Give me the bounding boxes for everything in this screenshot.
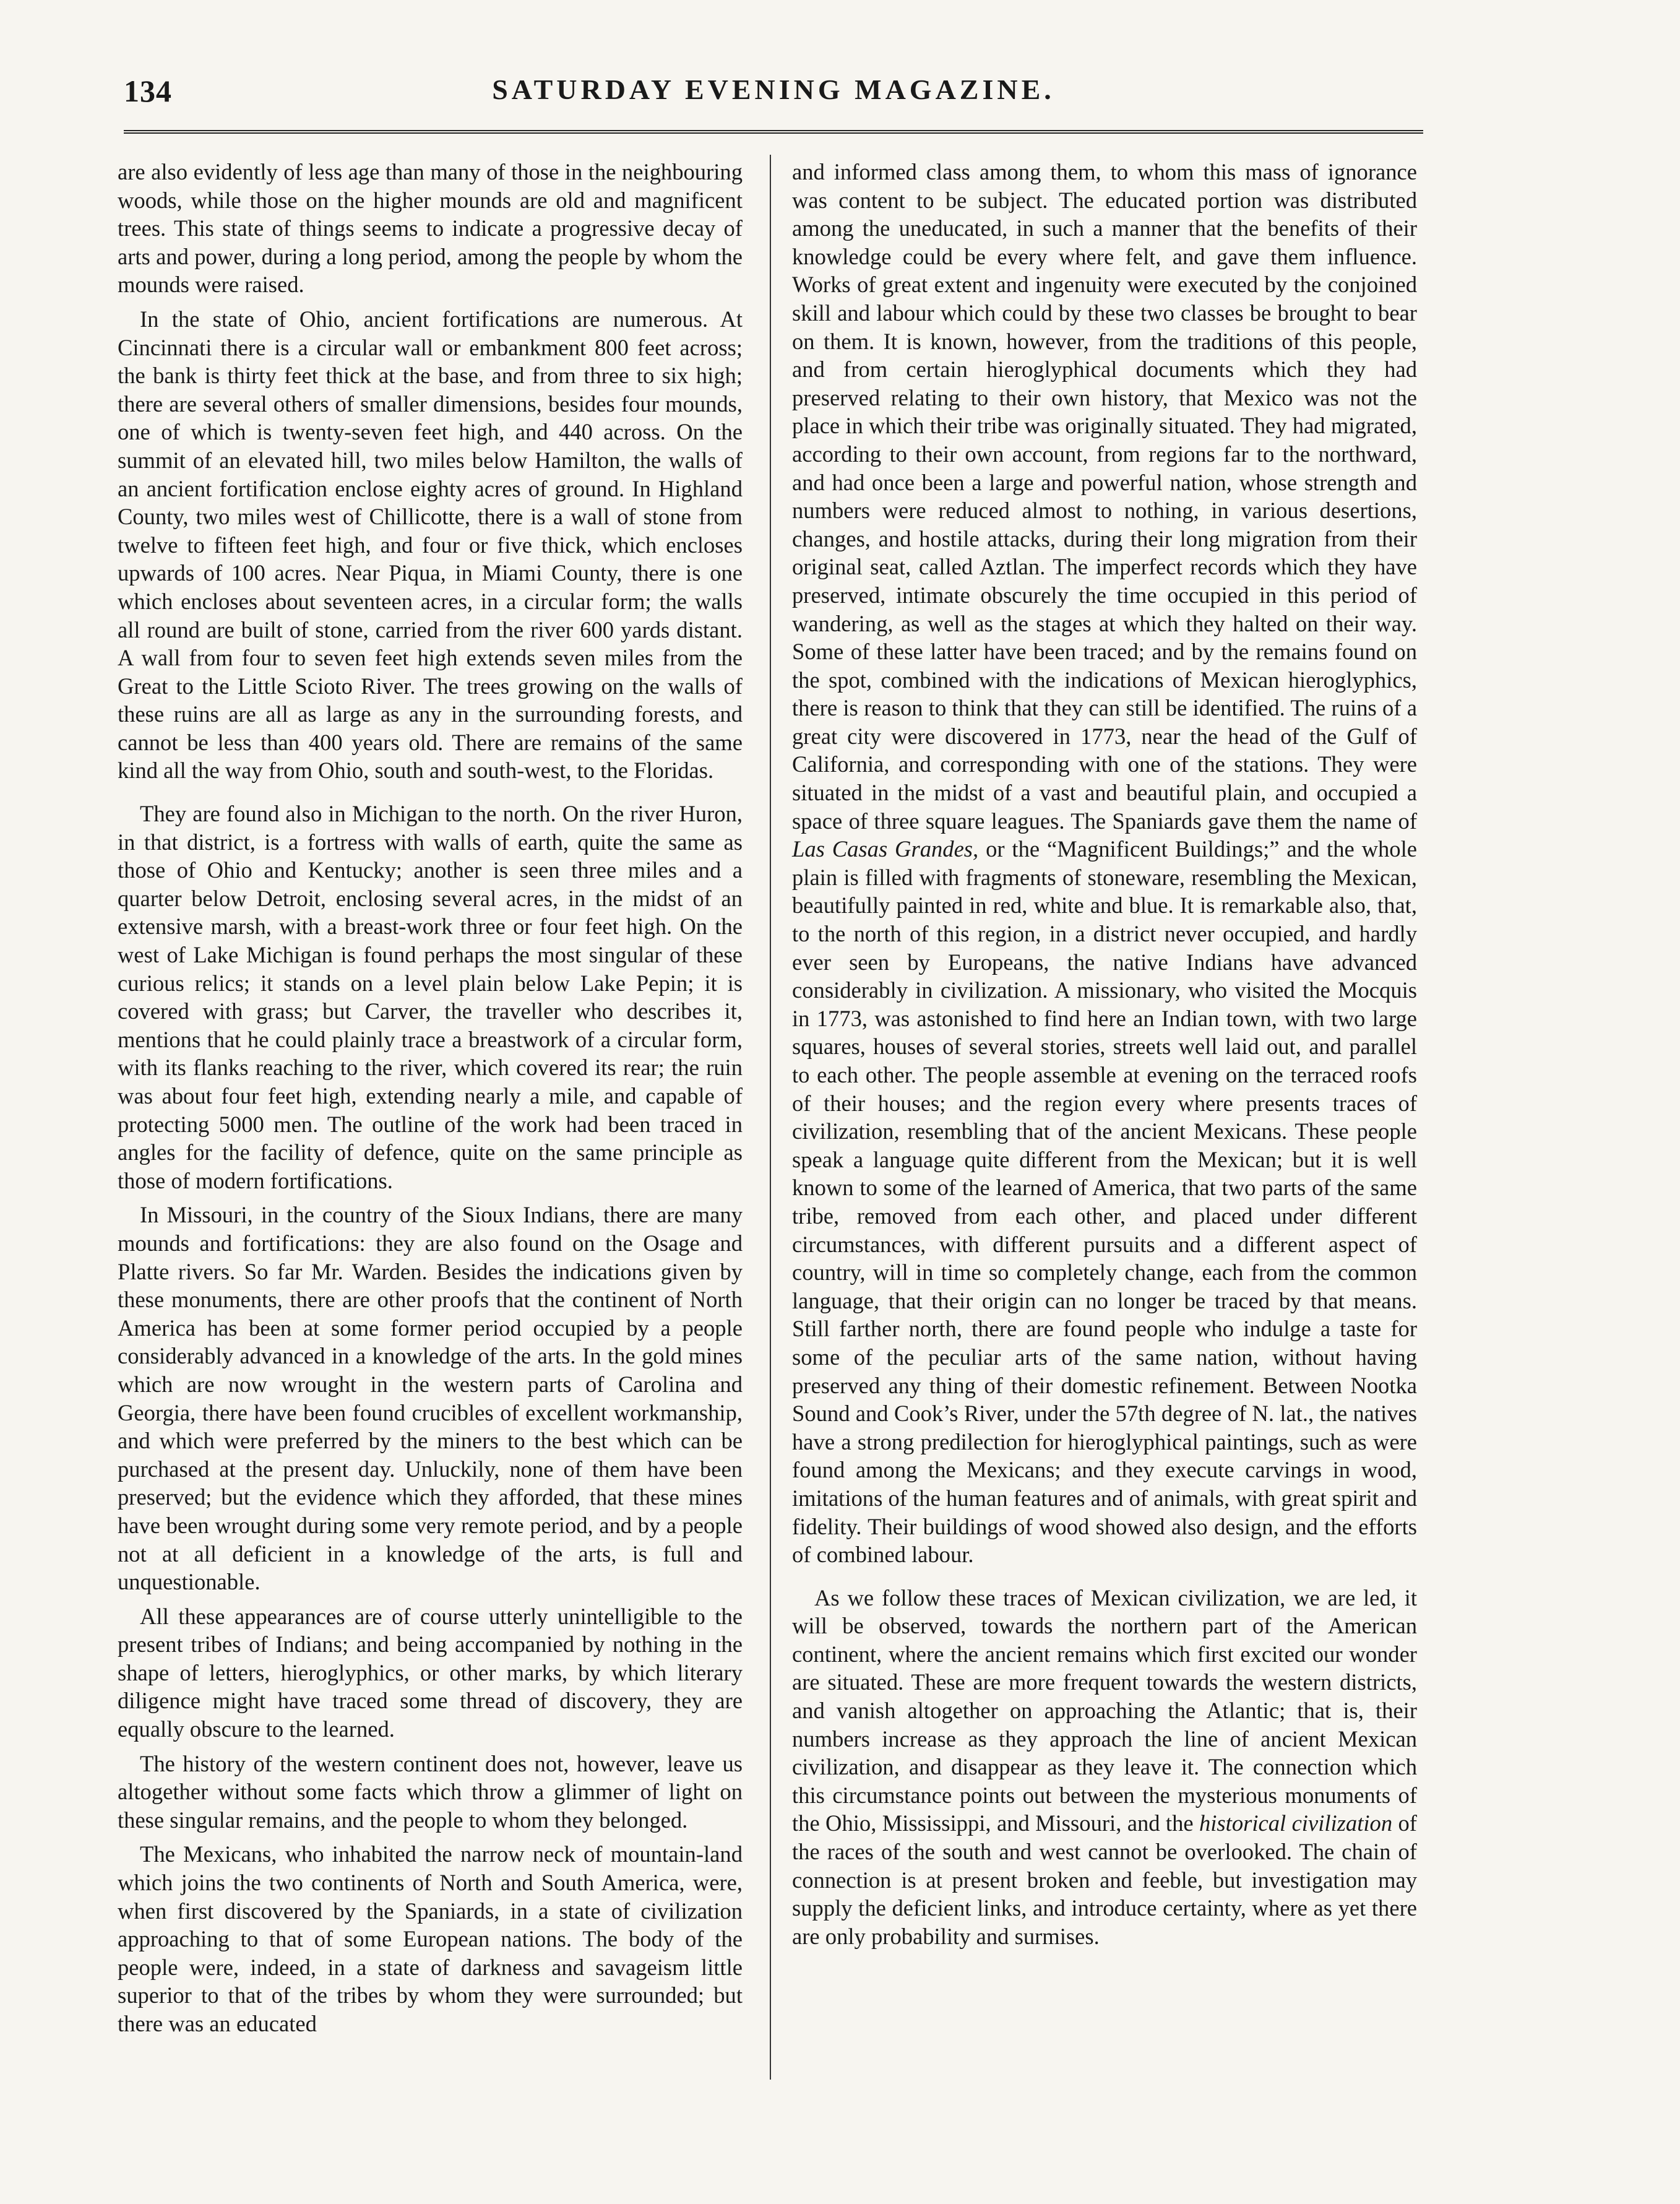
page-header bbox=[124, 73, 1423, 129]
paragraph: The Mexicans, who inhabited the narrow neck of mountain-land which joins the two continents of North and South America, were, when first discovered by the Spaniards, in a state of civilization approaching to that of some European nations. The body of the people were, indeed, in a state of darkness and savageism little superior to that of the tribes by whom they were surrounded; but there was an educated bbox=[118, 1841, 743, 2036]
text-run: As we follow these traces of Mexican civilization, we are led, it will be observed, towards the northern part of the American continent, where the ancient remains which first excited our wonder are situated. These are more frequent towards the western districts, and vanish altogether on approaching the Atlantic; that is, their numbers increase as they approach the line of ancient Mexican civilization, and disappear as they leave it. The connection which this circumstance points out between the mysterious monuments of the Ohio, Mississippi, and Missouri, and the bbox=[792, 1584, 1417, 1836]
page-number: 134 bbox=[124, 74, 172, 108]
paragraph: are also evidently of less age than many of those in the neighbouring woods, while those on the higher mounds are old and magnificent trees. This state of things seems to indicate a progressive decay of arts and power, during a long period, among the people by whom the mounds were raised. bbox=[118, 159, 743, 298]
paragraph: The history of the western continent does not, however, leave us altogether without some facts which throw a glimmer of light on these singular remains, and the people to whom they belonged. bbox=[118, 1750, 743, 1833]
paragraph bbox=[792, 158, 1417, 1569]
text-run: and informed class among them, to whom this mass of ignorance was content to be subject. The educated portion was distributed among the uneducated, in such a manner that the benefits of their knowledge could be every where felt, and gave them influence. Works of great extent and ingenuity were executed by the conjoined skill and labour which could by these two classes be brought to bear on them. It is known, however, from the traditions of this people, and from certain hieroglyphical documents which they had preserved relating to their own history, that Mexico was not the place in which their tribe was originally situated. They had migrated, according to their own account, from regions far to the northward, and had once been a large and powerful nation, whose strength and numbers were reduced almost to nothing, in various desertions, changes, and hostile attacks, during their long migration from their original seat, called Aztlan. The imperfect records which they have preserved, intimate obscurely the time occupied in this period of wandering, as well as the stages at which they halted on their way. Some of these latter have been traced; and by the remains found on the spot, combined with the indications of Mexican hieroglyphics, there is reason to think that they can still be identified. The ruins of a great city were discovered in 1773, near the head of the Gulf of California, and corresponding with one of the stations. They were situated in the midst of a vast and beautiful plain, and occupied a space of three square leagues. The Spaniards gave them the name of bbox=[792, 159, 1417, 834]
paragraph: All these appearances are of course utterly unintelligible to the present tribes of Indians; and being accompanied by nothing in the shape of letters, hieroglyphics, or other marks, by which literary diligence might have traced some thread of discovery, they are equally obscure to the learned. bbox=[118, 1603, 743, 1742]
paragraph: In Missouri, in the country of the Sioux Indians, there are many mounds and fortifications: they are also found on the Osage and Platte rivers. So far Mr. Warden. Besides the indications given by these monuments, there are other proofs that the continent of North America has been at some former period occupied by a people considerably advanced in a knowledge of the arts. In the gold mines which are now wrought in the western parts of Carolina and Georgia, there have been found crucibles of excellent workmanship, and which were preferred by the miners to the best which can be purchased at the present day. Unluckily, none of them have been preserved; but the evidence which they afforded, that these mines have been wrought during some very remote period, and by a people not at all deficient in a knowledge of the arts, is full and unquestionable. bbox=[118, 1202, 743, 1595]
header-rule bbox=[124, 130, 1423, 134]
paragraph bbox=[792, 1584, 1417, 1951]
right-column bbox=[792, 158, 1417, 1950]
column-divider bbox=[770, 155, 771, 2080]
text-run: of the races of the south and west cannot be overlooked. The chain of connection is at present broken and feeble, but investigation may supply the deficient links, and introduce certainty, where as yet there are only probability and surmises. bbox=[792, 1810, 1417, 1949]
paragraph: In the state of Ohio, ancient fortifications are numerous. At Cincinnati there is a circular wall or embankment 800 feet across; the bank is thirty feet thick at the base, and from three to six high; there are several others of smaller dimensions, besides four mounds, one of which is twenty-seven feet high, and 440 across. On the summit of an elevated hill, two miles below Hamilton, the walls of an ancient fortification enclose eighty acres of ground. In Highland County, two miles west of Chillicotte, there is a wall of stone from twelve to fifteen feet high, and four or five thick, which encloses upwards of 100 acres. Near Piqua, in Miami County, there is one which encloses about seventeen acres, in a circular form; the walls all round are built of stone, carried from the river 600 yards distant. A wall from four to seven feet high extends seven miles from the Great to the Little Scioto River. The trees growing on the walls of these ruins are all as large as any in the surrounding forests, and cannot be less than 400 years old. There are remains of the same kind all the way from Ohio, south and south-west, to the Floridas. bbox=[118, 306, 743, 784]
italic-title: Las Casas Grandes, bbox=[792, 836, 979, 862]
text-run: or the “Magnificent Buildings;” and the whole plain is filled with fragments of stoneware, resembling the Mexican, beautifully painted in red, white and blue. It is remarkable also, that, to the north of this region, in a district never occupied, and hardly ever seen by Europeans, the native Indians have advanced considerably in civilization. A missionary, who visited the Mocquis in 1773, was astonished to find here an Indian town, with two large squares, houses of several stories, streets well laid out, and parallel to each other. The people assemble at evening on the terraced roofs of their houses; and the region every where presents traces of civilization, resembling that of the ancient Mexicans. These people speak a language quite different from the Mexican; but it is well known to some of the learned of America, that two parts of the same tribe, removed from each other, and placed under different circumstances, with different pursuits and a different aspect of country, will in time so completely change, each from the common language, that their origin can no longer be traced by that means. Still farther north, there are found people who indulge a taste for some of the peculiar arts of the same nation, without having preserved any thing of their domestic refinement. Between Nootka Sound and Cook’s River, under the 57th degree of N. lat., the natives have a strong predilection for hieroglyphical paintings, such as were found among the Mexicans; and they execute carvings in wood, imitations of the human features and of animals, with great spirit and fidelity. Their buildings of wood showed also design, and the efforts of combined labour. bbox=[792, 836, 1417, 1568]
left-column bbox=[118, 158, 743, 2038]
running-title: SATURDAY EVENING MAGAZINE. bbox=[492, 74, 1055, 105]
paragraph: They are found also in Michigan to the north. On the river Huron, in that district, is a fortress with walls of earth, quite the same as those of Ohio and Kentucky; another is seen three miles and a quarter below Detroit, enclosing several acres, in the midst of an extensive marsh, with a breast-work three or four feet high. On the west of Lake Michigan is found perhaps the most singular of these curious relics; it stands on a level plain below Lake Pepin; it is covered with grass; but Carver, the traveller who describes it, mentions that he could plainly trace a breastwork of a circular form, with its flanks reaching to the river, which covered its rear; the ruin was about four feet high, extending nearly a mile, and capable of protecting 5000 men. The outline of the work had been traced in angles for the facility of defence, quite on the same principle as those of modern fortifications. bbox=[118, 801, 743, 1193]
italic-phrase: historical civilization bbox=[1199, 1810, 1393, 1836]
